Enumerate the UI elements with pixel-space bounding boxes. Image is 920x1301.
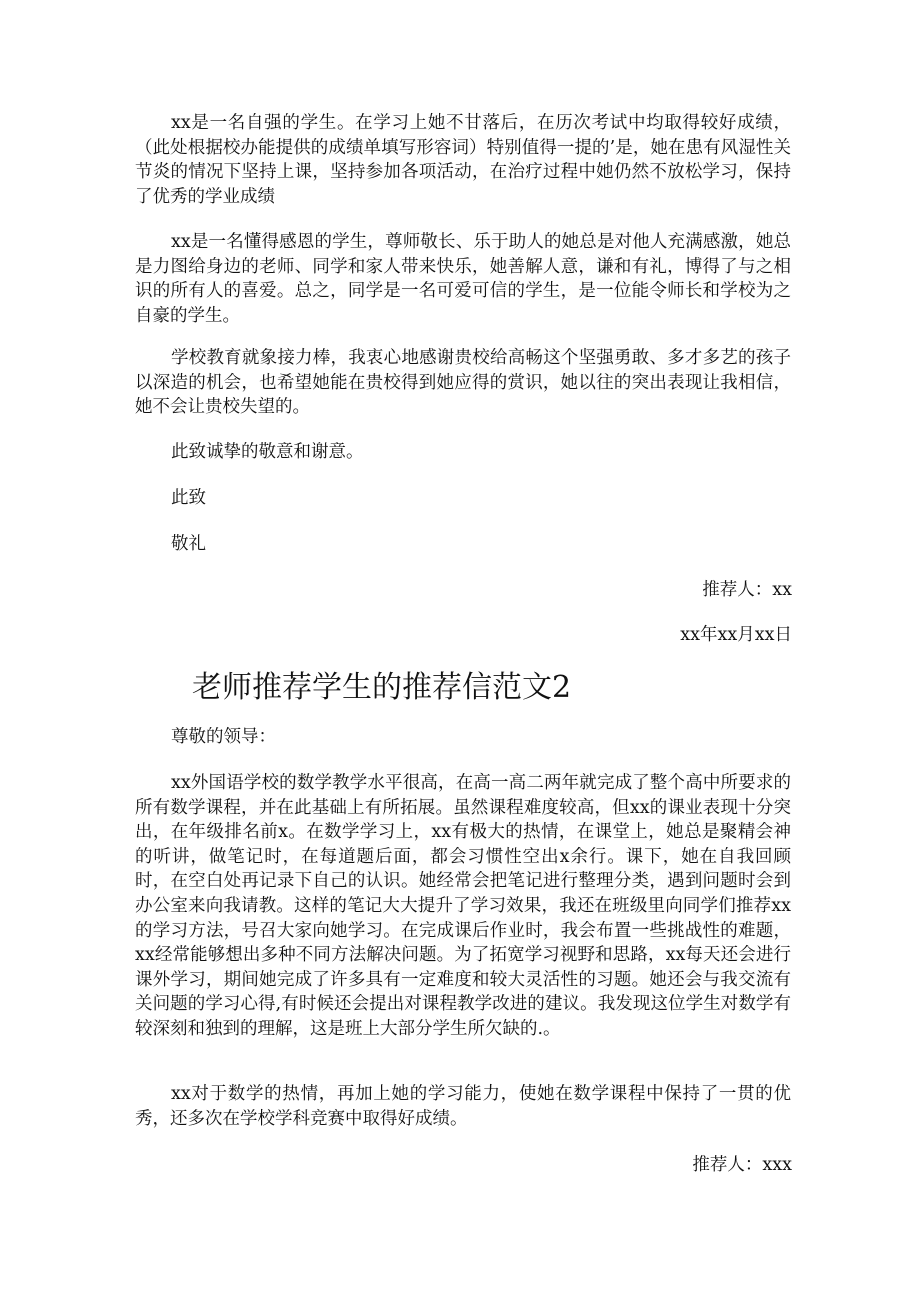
letter1-date: xx年xx月xx日 [680, 625, 792, 645]
letter1-salutation-2: 敬礼 [171, 534, 206, 554]
letter1-salutation-1: 此致 [171, 488, 206, 508]
letter1-paragraph-1: xx是一名自强的学生。在学习上她不甘落后，在历次考试中均取得较好成绩，（此处根据校办能提供的成绩单填写形容词）特别值得一提的’是，她在患有风湿性关节炎的情况下坚持上课，坚持参加各项活动，在治疗过程中她仍然不放松学习，保持了优秀的学业成绩 [135, 113, 791, 207]
letter2-title: 老师推荐学生的推荐信范文2 [192, 670, 572, 705]
letter1-closing: 此致诚挚的敬意和谢意。 [171, 442, 364, 462]
letter1-paragraph-2: xx是一名懂得感恩的学生，尊师敬长、乐于助人的她总是对他人充满感激，她总是力图给身边的老师、同学和家人带来快乐，她善解人意，谦和有礼，博得了与之相识的所有人的喜爱。总之，同学是一名可爱可信的学生，是一位能令师长和学校为之自豪的学生。 [135, 232, 791, 326]
letter1-recommender: 推荐人：xx [702, 580, 792, 600]
letter2-greeting: 尊敬的领导： [171, 727, 276, 747]
letter2-paragraph-1: xx外国语学校的数学教学水平很高，在高一高二两年就完成了整个高中所要求的所有数学课程，并在此基础上有所拓展。虽然课程难度较高，但xx的课业表现十分突出，在年级排名前x。在数学学习上，xx有极大的热情，在课堂上，她总是聚精会神的听讲，做笔记时，在每道题后面，都会习惯性空出x余行。课下，她在自我回顾时，在空白处再记录下自己的认识。她经常会把笔记进行整理分类，遇到问题时会到办公室来向我请教。这样的笔记大大提升了学习效果，我还在班级里向同学们推荐xx的学习方法，号召大家向她学习。在完成课后作业时，我会布置一些挑战性的难题，xx经常能够想出多种不同方法解决问题。为了拓宽学习视野和思路，xx每天还会进行课外学习，期间她完成了许多具有一定难度和较大灵活性的习题。她还会与我交流有关问题的学习心得,有时候还会提出对课程教学改进的建议。我发现这位学生对数学有较深刻和独到的理解，这是班上大部分学生所欠缺的.。 [135, 773, 791, 1039]
letter2-paragraph-2: xx对于数学的热情，再加上她的学习能力，使她在数学课程中保持了一贯的优秀，还多次在学校学科竞赛中取得好成绩。 [135, 1084, 791, 1129]
letter2-recommender: 推荐人：xxx [692, 1155, 792, 1175]
letter1-paragraph-3: 学校教育就象接力棒，我衷心地感谢贵校给高畅这个坚强勇敢、多才多艺的孩子以深造的机会，也希望她能在贵校得到她应得的赏识，她以往的突出表现让我相信，她不会让贵校失望的。 [135, 348, 791, 418]
